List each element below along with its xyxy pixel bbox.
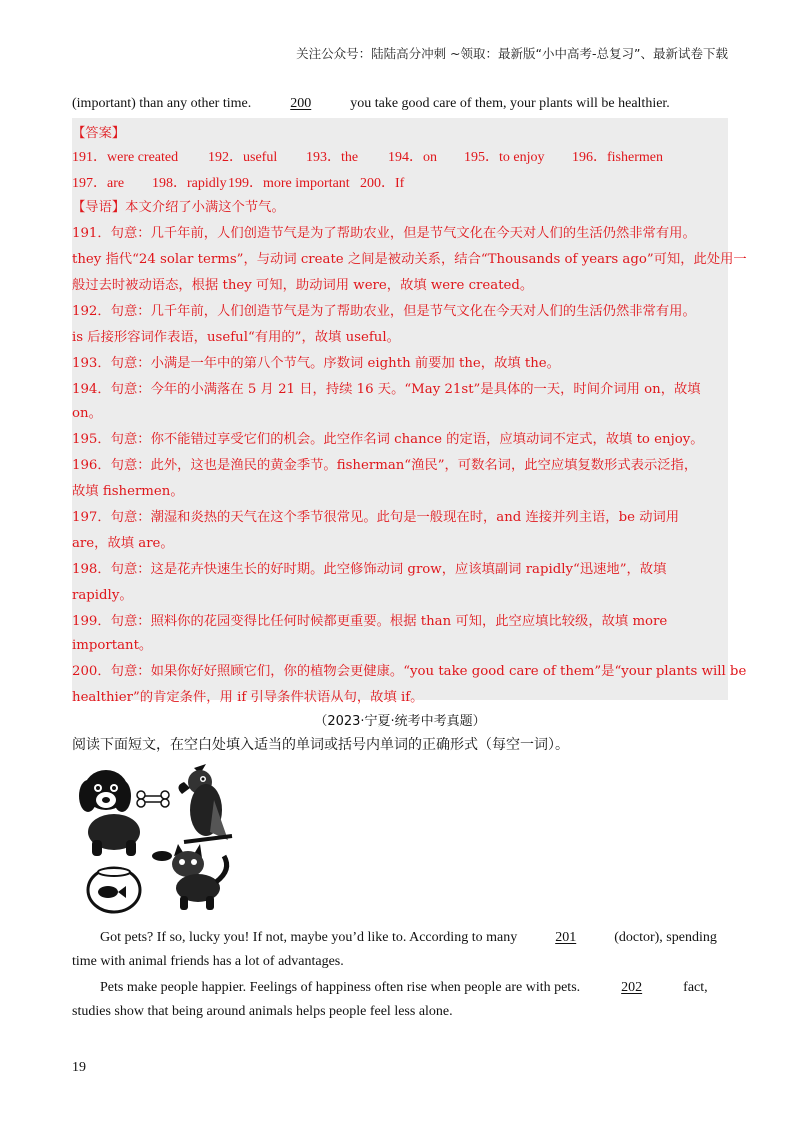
cat-illustration [172,844,227,910]
paragraph-1-line-1 [72,930,728,946]
explanation-line: 199．句意：照料你的花园变得比任何时候都更重要。根据 than 可知，此空应填比较级，故填 more [72,614,668,629]
explanation-line: 般过去时被动语态，根据 they 可知，助动词用 were，故填 were created。 [72,278,534,293]
answer-number: 199． [228,176,263,191]
blank-202: 202 [621,980,643,995]
explanation-line: 197．句意：潮湿和炎热的天气在这个季节很常见。此句是一般现在时，and 连接并列主语，be 动词用 [72,510,680,525]
parrot-illustration [178,764,232,842]
answer-text: on [423,150,437,165]
answer-item [388,146,437,166]
answer-number: 194． [388,150,423,165]
paragraph-2-line-2: studies show that being around animals helps people feel less alone. [72,1004,453,1019]
answer-number: 191． [72,150,107,165]
answer-number: 195． [464,150,499,165]
p2-post: fact, [683,980,708,995]
explanation-line: is 后接形容词作表语，useful“有用的”，故填 useful。 [72,330,400,345]
answer-text: If [395,176,405,191]
answer-text: fishermen [607,150,663,165]
answer-item [152,172,227,192]
blank-200: 200 [290,96,312,111]
answer-item [306,146,358,166]
answer-number: 193． [306,150,341,165]
explanation-line: are，故填 are。 [72,536,174,551]
explanation-line: 200．句意：如果你好好照顾它们，你的植物会更健康。“you take good care of them”是“your plants will be [72,664,747,679]
explanation-line: 198．句意：这是花卉快速生长的好时期。此空修饰动词 grow，应该填副词 rapidly“迅速地”，故填 [72,562,667,577]
explanation-line: 故填 fishermen。 [72,484,184,499]
p1-pre: Got pets? If so, lucky you! If not, maybe you’d like to. According to many [100,930,518,945]
answer-text: are [107,176,125,191]
bone-illustration [137,791,169,807]
top-line [72,94,670,114]
answer-item [360,172,404,192]
explanation-line: important。 [72,638,153,653]
answer-text: useful [243,150,278,165]
answer-number: 192． [208,150,243,165]
answer-item [572,146,663,166]
explanation-line: 191．句意：几千年前，人们创造节气是为了帮助农业，但是节气文化在今天对人们的生活仍然非常有用。 [72,226,696,241]
blank-201: 201 [555,930,577,945]
answer-item [228,172,350,192]
page-number: 19 [72,1060,86,1075]
p1-post: (doctor), spending [614,930,717,945]
answer-number: 198． [152,176,187,191]
pets-illustration [74,760,244,920]
answer-text: the [341,150,359,165]
fishbowl-illustration [88,868,140,912]
explanation-line: 193．句意：小满是一年中的第八个节气。序数词 eighth 前要加 the，故填 the。 [72,356,560,371]
answer-item [72,146,178,166]
answer-number: 197． [72,176,107,191]
answer-text: were created [107,150,179,165]
explanation-line: on。 [72,406,102,421]
answer-item [72,172,124,192]
explanation-line: rapidly。 [72,588,133,603]
top-line-post: you take good care of them, your plants will be healthier. [350,96,670,111]
answer-number: 200． [360,176,395,191]
question-source: （2023·宁夏·统考中考真题） [314,714,486,729]
explanation-line: 192．句意：几千年前，人们创造节气是为了帮助农业，但是节气文化在今天对人们的生活仍然非常有用。 [72,304,696,319]
paragraph-1-line-2: time with animal friends has a lot of advantages. [72,954,344,969]
explanation-line: healthier”的肯定条件，用 if 引导条件状语从句，故填 if。 [72,690,424,705]
answer-text: more important [263,176,350,191]
answer-item [208,146,277,166]
explanation-line: 195．句意：你不能错过享受它们的机会。此空作名词 chance 的定语，应填动词不定式，故填 to enjoy。 [72,432,704,447]
explanation-line: 【导语】本文介绍了小满这个节气。 [72,200,285,215]
explanation-line: 194．句意：今年的小满落在 5 月 21 日，持续 16 天。“May 21st”是具体的一天，时间介词用 on，故填 [72,382,701,397]
explanation-line: they 指代“24 solar terms”，与动词 create 之间是被动关系，结合“Thousands of years ago”可知，此处用一 [72,252,747,267]
instruction: 阅读下面短文，在空白处填入适当的单词或括号内单词的正确形式（每空一词）。 [72,737,569,753]
page-header: 关注公众号：陆陆高分冲刺 ~领取：最新版“小中高考-总复习”、最新试卷下载 [296,46,728,61]
paragraph-2-line-1 [72,980,728,996]
answer-label: 【答案】 [72,126,126,141]
answer-number: 196． [572,150,607,165]
dog-illustration [79,770,140,856]
hat-illustration [152,851,172,861]
answer-item [464,146,545,166]
p2-pre: Pets make people happier. Feelings of happiness often rise when people are with pets. [100,980,581,995]
answer-text: to enjoy [499,150,545,165]
top-line-pre: (important) than any other time. [72,96,252,111]
explanation-line: 196．句意：此外，这也是渔民的黄金季节。fisherman“渔民”，可数名词，此空应填复数形式表示泛指， [72,458,698,473]
answer-text: rapidly [187,176,227,191]
